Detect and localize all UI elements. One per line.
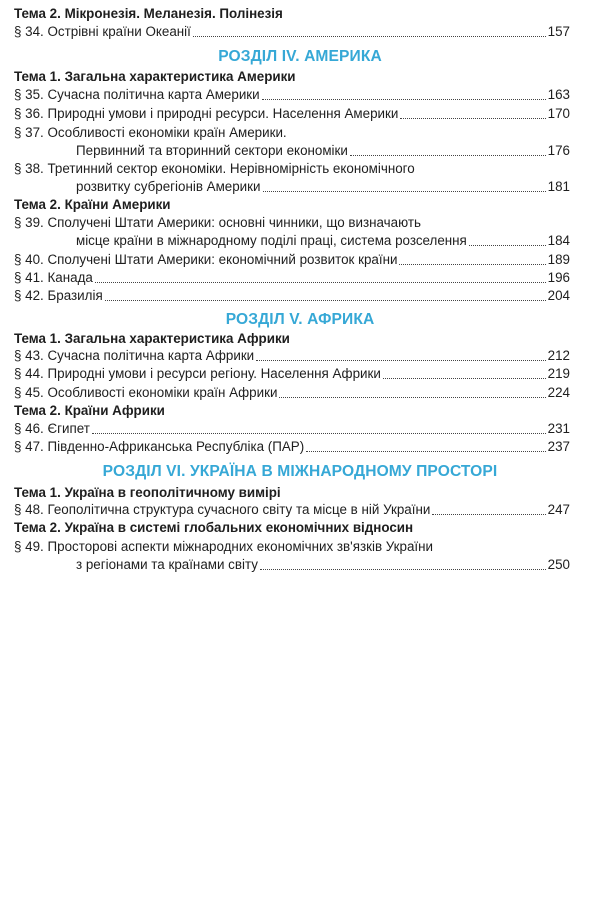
entry-title: § 42. Бразилія [14, 288, 103, 303]
topic-heading [14, 68, 570, 86]
toc-entry-line[interactable] [14, 124, 570, 142]
entry-title: § 48. Геополітична структура сучасного світу та місце в ній України [14, 502, 431, 517]
section-heading: РОЗДІЛ VI. УКРАЇНА В МІЖНАРОДНОМУ ПРОСТОРІ [102, 463, 498, 480]
page-number: 250 [547, 557, 570, 572]
entry-title: § 49. Просторові аспекти міжнародних економічних зв'язків України [14, 539, 434, 554]
dot-leader [400, 118, 545, 119]
dot-leader [92, 433, 546, 434]
dot-leader [350, 155, 546, 156]
entry-title: § 35. Сучасна політична карта Америки [14, 87, 260, 102]
topic-heading [14, 519, 570, 537]
toc-entry[interactable] [14, 269, 570, 287]
topic-heading [14, 402, 570, 420]
toc-entry-continuation[interactable] [76, 232, 570, 250]
page-number: 247 [547, 502, 570, 517]
entry-title: § 40. Сполучені Штати Америки: економічний розвиток країни [14, 252, 398, 267]
toc-entry[interactable] [14, 105, 570, 123]
toc-entry-line[interactable] [14, 538, 570, 556]
page-number: 237 [547, 439, 570, 454]
entry-title: § 46. Єгипет [14, 421, 90, 436]
toc-entry[interactable] [14, 384, 570, 402]
page-number: 196 [547, 270, 570, 285]
entry-title: розвитку субрегіонів Америки [76, 179, 261, 194]
topic-title: Тема 2. Мікронезія. Меланезія. Полінезія [14, 6, 283, 21]
topic-title: Тема 2. Країни Африки [14, 403, 165, 418]
dot-leader [105, 300, 546, 301]
dot-leader [469, 245, 546, 246]
page-number: 157 [547, 24, 570, 39]
topic-title: Тема 1. Загальна характеристика Америки [14, 69, 296, 84]
topic-heading [14, 484, 570, 502]
dot-leader [256, 360, 545, 361]
toc-entry[interactable] [14, 347, 570, 365]
topic-title: Тема 1. Загальна характеристика Африки [14, 331, 290, 346]
entry-title: § 34. Острівні країни Океанії [14, 24, 191, 39]
page-number: 176 [547, 143, 570, 158]
toc-entry-continuation[interactable] [76, 556, 570, 574]
dot-leader [263, 191, 546, 192]
toc-entry[interactable] [14, 23, 570, 41]
toc-entry[interactable] [14, 501, 570, 519]
dot-leader [399, 264, 545, 265]
entry-title: Первинний та вторинний сектори економіки [76, 143, 348, 158]
toc-entry-continuation[interactable] [76, 178, 570, 196]
toc-entry-line[interactable] [14, 214, 570, 232]
dot-leader [432, 514, 545, 515]
toc-entry-line[interactable] [14, 160, 570, 178]
dot-leader [306, 451, 545, 452]
entry-title: § 36. Природні умови і природні ресурси. Населення Америки [14, 106, 399, 121]
entry-title: § 38. Третинний сектор економіки. Нерівномірність економічного [14, 161, 415, 176]
toc-entry-continuation[interactable] [76, 142, 570, 160]
dot-leader [260, 569, 546, 570]
dot-leader [193, 36, 546, 37]
dot-leader [95, 282, 546, 283]
page-number: 181 [547, 179, 570, 194]
toc-entry[interactable] [14, 438, 570, 456]
entry-title: § 43. Сучасна політична карта Африки [14, 348, 255, 363]
page-number: 224 [547, 385, 570, 400]
entry-title: місце країни в міжнародному поділі праці, система розселення [76, 233, 467, 248]
dot-leader [279, 397, 545, 398]
toc-entry[interactable] [14, 287, 570, 305]
topic-heading [14, 196, 570, 214]
entry-title: § 37. Особливості економіки країн Америки. [14, 125, 287, 140]
topic-title: Тема 2. Україна в системі глобальних економічних відносин [14, 520, 414, 535]
toc-entry[interactable] [14, 86, 570, 104]
topic-title: Тема 2. Країни Америки [14, 197, 171, 212]
entry-title: § 44. Природні умови і ресурси регіону. Населення Африки [14, 366, 381, 381]
page-number: 204 [547, 288, 570, 303]
section-heading: РОЗДІЛ V. АФРИКА [225, 311, 375, 328]
topic-heading [14, 5, 570, 23]
page-number: 170 [547, 106, 570, 121]
toc-entry[interactable] [14, 365, 570, 383]
entry-title: § 39. Сполучені Штати Америки: основні чинники, що визначають [14, 215, 421, 230]
topic-heading [14, 330, 570, 348]
page-number: 231 [547, 421, 570, 436]
entry-title: § 41. Канада [14, 270, 93, 285]
section-heading: РОЗДІЛ IV. АМЕРИКА [218, 48, 382, 65]
entry-title: § 47. Південно-Африканська Республіка (ПАР) [14, 439, 305, 454]
entry-title: з регіонами та країнами світу [76, 557, 258, 572]
toc-entry[interactable] [14, 251, 570, 269]
entry-title: § 45. Особливості економіки країн Африки [14, 385, 278, 400]
page-number: 219 [547, 366, 570, 381]
topic-title: Тема 1. Україна в геополітичному вимірі [14, 485, 281, 500]
dot-leader [383, 378, 546, 379]
page-number: 212 [547, 348, 570, 363]
page-number: 163 [547, 87, 570, 102]
page-number: 184 [547, 233, 570, 248]
dot-leader [262, 99, 546, 100]
toc-entry[interactable] [14, 420, 570, 438]
page-number: 189 [547, 252, 570, 267]
